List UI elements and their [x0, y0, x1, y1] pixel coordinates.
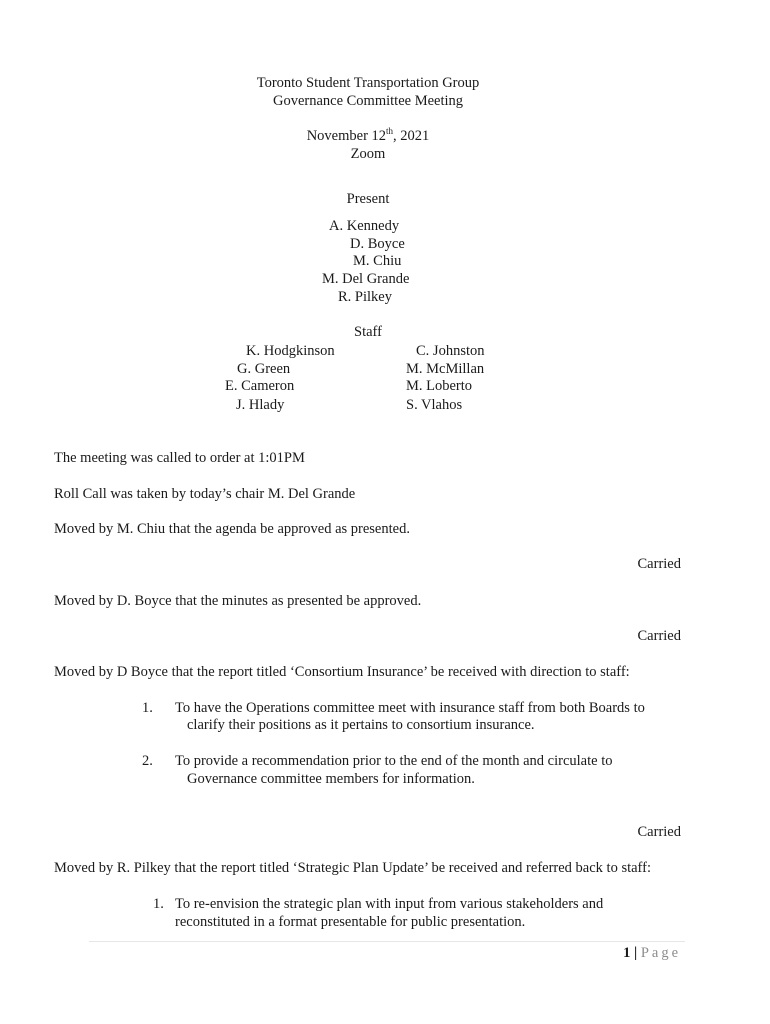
meeting-location: Zoom — [350, 146, 386, 162]
list-item-text: clarify their positions as it pertains to consortium insurance. — [187, 717, 535, 733]
date-month-day: November 12 — [306, 128, 387, 144]
staff-name-right: C. Johnston — [416, 343, 485, 359]
staff-name-left: J. Hlady — [236, 397, 285, 413]
carried-label: Carried — [637, 628, 681, 644]
motion-consortium-insurance: Moved by D Boyce that the report titled ‘Consortium Insurance’ be received with direction to staff: — [54, 664, 630, 680]
present-name: R. Pilkey — [338, 289, 392, 305]
page-number: 1 — [623, 945, 631, 961]
motion-agenda: Moved by M. Chiu that the agenda be approved as presented. — [54, 521, 410, 537]
present-name: M. Chiu — [353, 253, 402, 269]
page-separator: | — [633, 945, 638, 961]
list-item-text: reconstituted in a format presentable for public presentation. — [175, 914, 526, 930]
carried-label: Carried — [637, 824, 681, 840]
page-footer — [623, 944, 681, 962]
organization-title: Toronto Student Transportation Group — [256, 75, 480, 91]
list-item-number: 1. — [153, 896, 164, 912]
staff-heading: Staff — [354, 324, 382, 340]
staff-name-right: S. Vlahos — [406, 397, 463, 413]
present-name: M. Del Grande — [322, 271, 410, 287]
list-item-text: To provide a recommendation prior to the end of the month and circulate to — [175, 753, 613, 769]
carried-label: Carried — [637, 556, 681, 572]
present-heading: Present — [346, 191, 390, 207]
roll-call: Roll Call was taken by today’s chair M. Del Grande — [54, 486, 356, 502]
staff-name-left: E. Cameron — [225, 378, 295, 394]
meeting-title: Governance Committee Meeting — [272, 93, 464, 109]
date-year: , 2021 — [393, 128, 430, 144]
present-name: D. Boyce — [350, 236, 405, 252]
staff-name-right: M. Loberto — [406, 378, 473, 394]
staff-name-right: M. McMillan — [406, 361, 485, 377]
page-word: Page — [640, 945, 681, 961]
present-name: A. Kennedy — [329, 218, 400, 234]
list-item-text: To have the Operations committee meet with insurance staff from both Boards to — [175, 700, 645, 716]
list-item-text: Governance committee members for information. — [187, 771, 475, 787]
motion-minutes: Moved by D. Boyce that the minutes as presented be approved. — [54, 593, 422, 609]
list-item-text: To re-envision the strategic plan with input from various stakeholders and — [175, 896, 604, 912]
meeting-date — [0, 127, 736, 145]
call-to-order: The meeting was called to order at 1:01PM — [54, 450, 305, 466]
staff-name-left: K. Hodgkinson — [246, 343, 335, 359]
date-suffix: th — [386, 126, 394, 136]
footer-divider — [89, 941, 685, 942]
list-item-number: 1. — [142, 700, 153, 716]
staff-name-left: G. Green — [237, 361, 291, 377]
motion-strategic-plan: Moved by R. Pilkey that the report titled ‘Strategic Plan Update’ be received and referred back to staff: — [54, 860, 651, 876]
list-item-number: 2. — [142, 753, 153, 769]
